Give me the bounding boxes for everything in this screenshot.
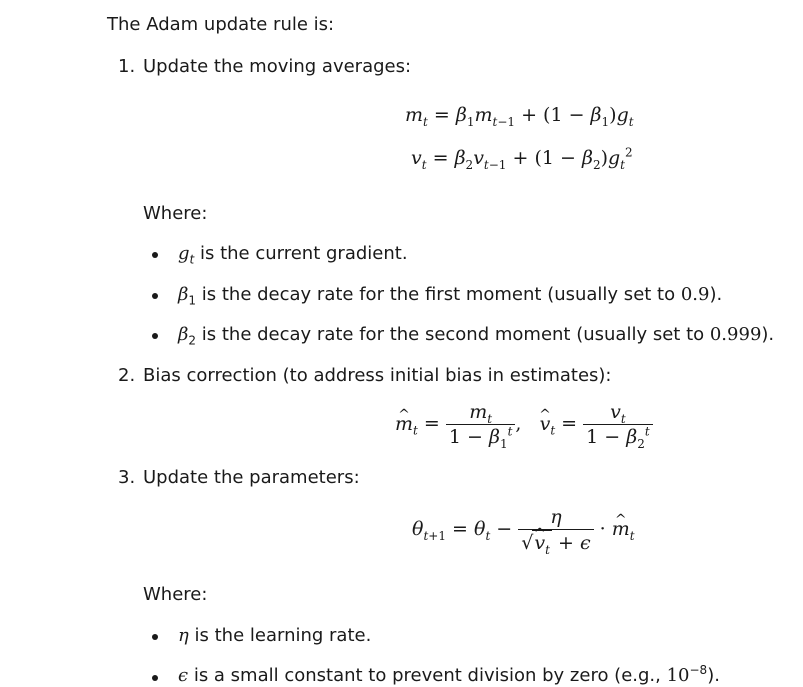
where-label-1: Where:	[143, 203, 208, 224]
bullet-epsilon: ϵ is a small constant to prevent division by zero (e.g., $10^{-8}$).	[178, 663, 720, 686]
bullet-gradient: $g_t$ is the current gradient.	[178, 243, 408, 267]
equation-bias-correction: ^ $m_t$ = $\frac{m_t}{1 - \beta_1^t}$ , ^ $v_t$ = $\frac{v_t}{1 - \beta_2^t}$	[395, 400, 653, 449]
bullet-eta: η is the learning rate.	[178, 625, 372, 646]
step-3-number: 3.	[118, 467, 136, 488]
bullet-beta1: $\beta_1$ is the decay rate for the first moment (usually set to 0.9).	[178, 284, 723, 308]
bullet-dot	[152, 333, 158, 339]
bullet-dot	[152, 675, 158, 681]
bullet-dot	[152, 634, 158, 640]
step-2-label: Bias correction (to address initial bias in estimates):	[143, 365, 612, 386]
equation-parameter-update: $\theta_{t+1} = \theta_t$ − $\frac{\eta}{√\^{} v_t + \epsilon}$ · ^ $m_t$	[412, 505, 635, 555]
step-3-label: Update the parameters:	[143, 467, 360, 488]
intro-text: The Adam update rule is:	[107, 14, 335, 35]
equation-v-t: $v_t = \beta_2v_{t-1} + (1 - \beta_2)g_t^2$	[411, 145, 633, 172]
bullet-dot	[152, 252, 158, 258]
bullet-beta2: $\beta_2$ is the decay rate for the second moment (usually set to 0.999).	[178, 324, 775, 348]
equation-m-t: $m_t = \beta_1m_{t-1} + (1 - \beta_1)g_t$	[405, 104, 634, 129]
step-1-label: Update the moving averages:	[143, 56, 412, 77]
step-2-number: 2.	[118, 365, 136, 386]
where-label-2: Where:	[143, 584, 208, 605]
step-1-number: 1.	[118, 56, 136, 77]
bullet-dot	[152, 293, 158, 299]
